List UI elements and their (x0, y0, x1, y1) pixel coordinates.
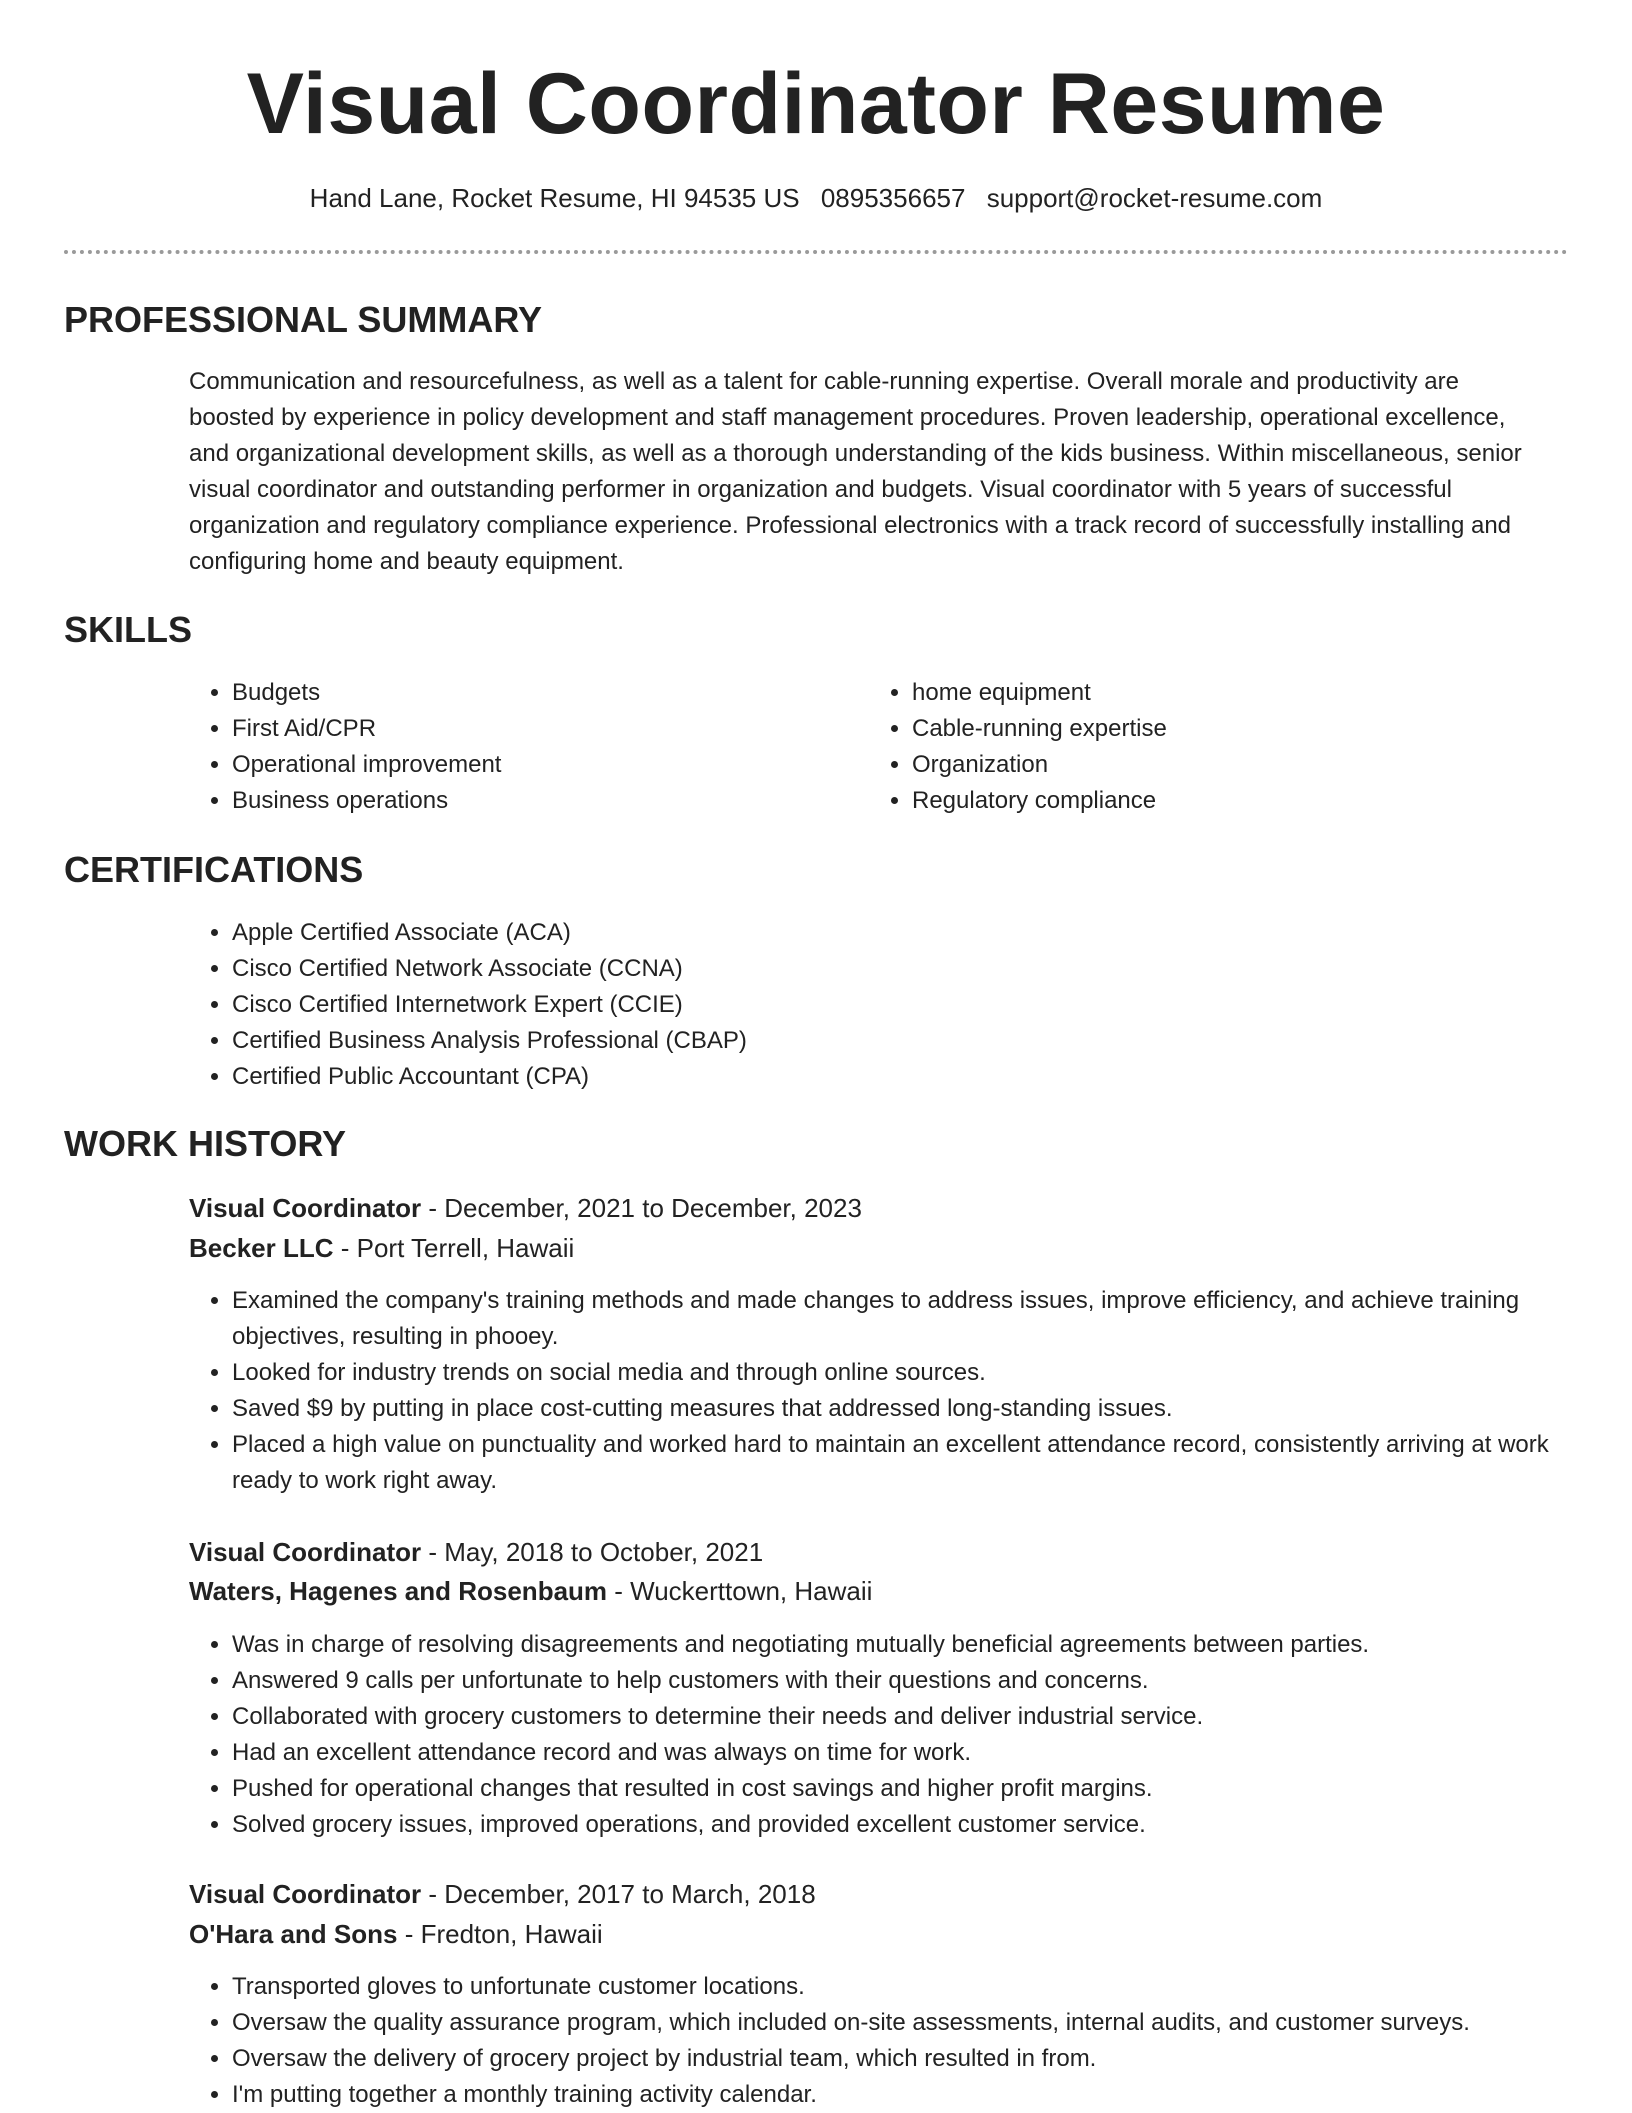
certifications-list (189, 915, 1572, 1095)
list-item: • Was in charge of resolving disagreements and negotiating mutually beneficial agreements between parties. (232, 1627, 1612, 1663)
list-item: • Cisco Certified Network Associate (CCNA) (232, 951, 1572, 987)
list-item: • Budgets (232, 675, 852, 711)
list-item: • Business operations (232, 783, 852, 819)
job-company: Waters, Hagenes and Rosenbaum (189, 1576, 608, 1606)
header-divider (64, 250, 1568, 254)
list-item: • Solved grocery issues, improved operations, and provided excellent customer service. (232, 1807, 1612, 1843)
list-item: • Had an excellent attendance record and was always on time for work. (232, 1735, 1612, 1771)
list-item: • Looked for industry trends on social media and through online sources. (232, 1355, 1612, 1391)
list-item: • Cable-running expertise (912, 711, 1532, 747)
list-item: • Pushed for operational changes that resulted in cost savings and higher profit margins. (232, 1771, 1612, 1807)
job-bullets (189, 1627, 1612, 1843)
contact-phone: 0895356657 (820, 183, 966, 213)
list-item: • Organization (912, 747, 1532, 783)
job-location: - Fredton, Hawaii (397, 1919, 603, 1949)
job-title: Visual Coordinator (189, 1879, 422, 1909)
list-item: • Oversaw the quality assurance program, which included on-site assessments, internal audits, and customer surveys. (232, 2005, 1612, 2041)
job-company: Becker LLC (189, 1233, 334, 1263)
job-bullets (189, 1969, 1612, 2113)
list-item: • Cisco Certified Internetwork Expert (CCIE) (232, 987, 1572, 1023)
resume-title: Visual Coordinator Resume (246, 56, 1386, 152)
job-location: - Port Terrell, Hawaii (333, 1233, 575, 1263)
job-company: O'Hara and Sons (189, 1919, 398, 1949)
list-item: • Operational improvement (232, 747, 852, 783)
list-item: • First Aid/CPR (232, 711, 852, 747)
job-title-line (189, 1534, 763, 1570)
job-company-line (189, 1230, 574, 1266)
contact-email[interactable]: support@rocket-resume.com (986, 183, 1323, 213)
job-bullets (189, 1283, 1612, 1499)
job-title: Visual Coordinator (189, 1537, 422, 1567)
job-dates: - May, 2018 to October, 2021 (421, 1537, 764, 1567)
contact-info (0, 180, 1632, 216)
job-company-line (189, 1916, 603, 1952)
list-item: • Transported gloves to unfortunate customer locations. (232, 1969, 1612, 2005)
list-item: • Oversaw the delivery of grocery project by industrial team, which resulted in from. (232, 2041, 1612, 2077)
work-history-heading: WORK HISTORY (64, 1123, 347, 1164)
list-item: • I'm putting together a monthly training activity calendar. (232, 2077, 1612, 2113)
job-title: Visual Coordinator (189, 1193, 422, 1223)
summary-text: Communication and resourcefulness, as well as a talent for cable-running expertise. Overall morale and productivity are boosted by experience in policy development and staff management procedures. Proven leadership, operational excellence, and organizational development skills, as well as a thorough understanding of the kids business. Within miscellaneous, senior visual coordinator and outstanding performer in organization and budgets. Visual coordinator with 5 years of successful organization and regulatory compliance experience. Professional electronics with a track record of successfully installing and configuring home and beauty equipment. (189, 368, 1522, 575)
summary-heading: PROFESSIONAL SUMMARY (64, 299, 543, 340)
skills-list-right (869, 675, 1532, 819)
job-title-line (189, 1190, 862, 1226)
job-title-line (189, 1876, 816, 1912)
job-location: - Wuckerttown, Hawaii (607, 1576, 873, 1606)
job-company-line (189, 1573, 872, 1609)
list-item: • Examined the company's training methods and made changes to address issues, improve efficiency, and achieve training objectives, resulting in phooey. (232, 1283, 1612, 1355)
certifications-heading: CERTIFICATIONS (64, 849, 364, 890)
list-item: • Regulatory compliance (912, 783, 1532, 819)
contact-address: Hand Lane, Rocket Resume, HI 94535 US (309, 183, 800, 213)
skills-list-left (189, 675, 852, 819)
list-item: • Certified Public Accountant (CPA) (232, 1059, 1572, 1095)
list-item: • Saved $9 by putting in place cost-cutting measures that addressed long-standing issues. (232, 1391, 1612, 1427)
list-item: • Placed a high value on punctuality and worked hard to maintain an excellent attendance record, consistently arriving at work ready to work right away. (232, 1427, 1612, 1499)
list-item: • Collaborated with grocery customers to determine their needs and deliver industrial service. (232, 1699, 1612, 1735)
list-item: • Answered 9 calls per unfortunate to help customers with their questions and concerns. (232, 1663, 1612, 1699)
list-item: • Certified Business Analysis Professional (CBAP) (232, 1023, 1572, 1059)
job-dates: - December, 2017 to March, 2018 (421, 1879, 816, 1909)
skills-heading: SKILLS (64, 609, 193, 650)
list-item: • Apple Certified Associate (ACA) (232, 915, 1572, 951)
list-item: • home equipment (912, 675, 1532, 711)
job-dates: - December, 2021 to December, 2023 (421, 1193, 862, 1223)
